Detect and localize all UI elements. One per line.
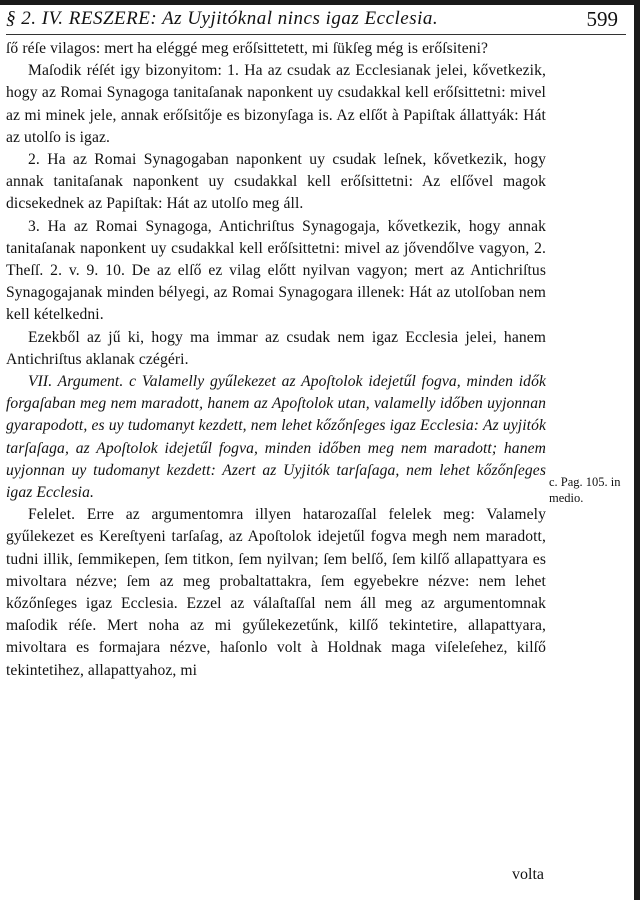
paragraph-2: Maſodik réſét igy bizonyitom: 1. Ha az csudak az Ecclesianak jelei, kővetkezik, hogy az Romai Synagoga tanitaſanak naponkent uy csudakkal kell erőſsittetni: mivel az mi minek jele, annak erőſsitője es bizonyſaga is. Az elſőt à Papiſtak állattyák: Hát az utolſo is igaz. bbox=[6, 62, 546, 146]
paragraph-5: Ezekből az jű ki, hogy ma immar az csudak nem igaz Ecclesia jelei, hanem Antichriſtus aklanak czégéri. bbox=[6, 328, 546, 368]
margin-note: c. Pag. 105. in medio. bbox=[549, 475, 621, 505]
paragraph-1: ſő réſe vilagos: mert ha eléggé meg erőſsittetett, mi ſükſeg még is erőſsiteni? bbox=[6, 40, 489, 57]
paragraph-6-argument: VII. Argument. c Valamelly gyűlekezet az Apoſtolok idejetűl fogva, minden idők forgaſaban meg nem maradott, hanem az Apoſtolok utan, valamelly időben uyjonnan gyarapodott, es uy tudomanyt kezdett, nem lehet kőzőnſeges igaz Ecclesia: Az uyjitók tarſaſaga, az Apoſtolok idejetűl fogva, minden időben meg nem maradott; hanem uyjonnan uy tudomanyt kezdett: Azert az Uyjitók tarſaſaga, nem lehet kőzőnſeges igaz Ecclesia. bbox=[6, 373, 546, 502]
paragraph-7-answer: Felelet. Erre az argumentomra illyen hatarozaſſal felelek meg: Valamely gyűlekezet es Kereſtyeni tarſaſag, az Apoſtolok idejetűl fogva megh nem maradott, tudni illik, ſemmikepen, ſem titkon, ſem nyilvan; ſem belſő, ſem kilſő allapattyara es mivoltara nézve; ſem az meg probaltattakra, ſem egyebekre nézve: nem lehet kőzőnſeges igaz Ecclesia. Ezzel az válaſtaſſal nem áll meg az argumentomnak maſodik réſe. Mert noha az mi gyűlekezetűnk, kilſő tekintetire, allapattyara, mivoltara es formajara nézve, haſonlo volt à Holdnak maga viſeleſehez, kilſő tekintetihez, allapattyahoz, mi bbox=[6, 506, 546, 679]
catchword: volta bbox=[512, 866, 544, 883]
paragraph-3: 2. Ha az Romai Synagogaban naponkent uy csudak leſnek, kővetkezik, hogy annak tanitaſanak naponkent uy csudakkal kell erőſsittetni: Az elſővel magok dicsekednek az Papiſtak: Hát az utolſo meg áll. bbox=[6, 151, 546, 213]
page-number: 599 bbox=[586, 6, 618, 31]
running-header bbox=[6, 4, 626, 35]
header-title: § 2. IV. RESZERE: Az Uyjitóknal nincs igaz Ecclesia. bbox=[6, 8, 439, 29]
paragraph-4: 3. Ha az Romai Synagoga, Antichriſtus Synagogaja, kővetkezik, hogy annak tanitaſanak naponkent uy csudakkal kell erőſsittetni: mivel az jővendőlve vagyon, 2. Theſſ. 2. v. 9. 10. De az elſő ez vilag előtt nyilvan vagyon; mert az Antichriſtus Synagogajanak minden bélyegi, az Romai Synagogara illenek: Hát az utolſoban nem kell kételkedni. bbox=[6, 217, 546, 324]
main-text bbox=[6, 38, 546, 682]
right-edge bbox=[634, 0, 640, 900]
